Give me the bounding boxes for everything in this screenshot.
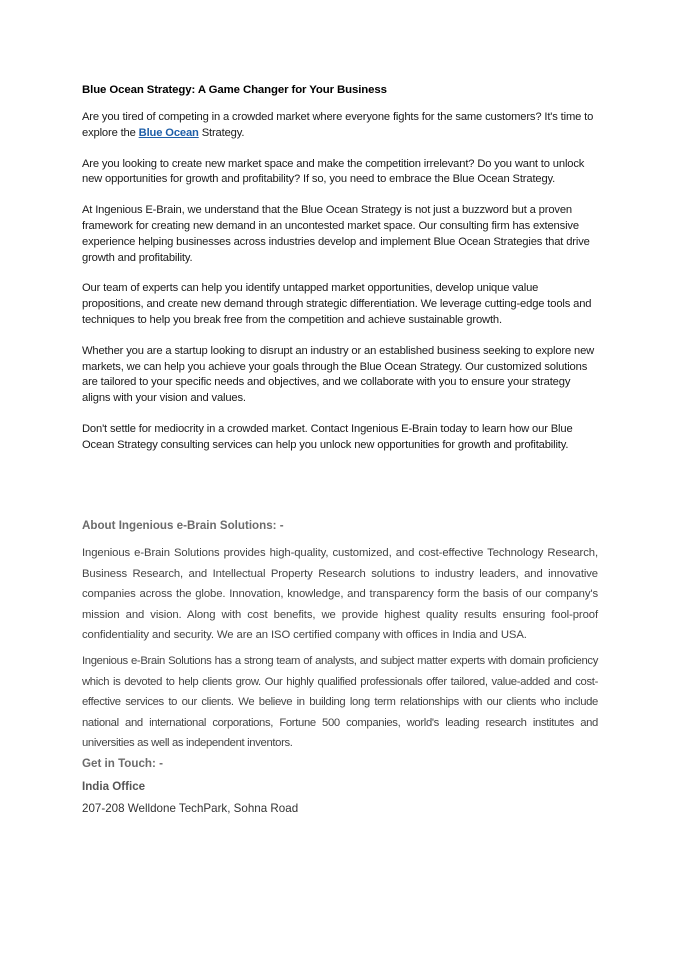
contact-heading: Get in Touch: -: [82, 756, 163, 770]
about-paragraph: Ingenious e-Brain Solutions provides high-quality, customized, and cost-effective Technology Research, Business Research, and Intellectual Property Research solutions to industry leaders, and innovative companies across the globe. Innovation, knowledge, and transparency form the basis of our company's mission and vision. Along with cost benefits, we provide highest quality results ensuring fool-proof confidentiality and security. We are an ISO certified company with offices in India and USA.: [82, 547, 598, 642]
body-paragraph: Whether you are a startup looking to disrupt an industry or an established business seeking to explore new markets, we can help you achieve your goals through the Blue Ocean Strategy. Our customized solutions are tailored to your specific needs and objectives, and we collaborate with you to ensure your strategy aligns with your vision and values.: [82, 344, 595, 405]
office-address: 207-208 Welldone TechPark, Sohna Road: [82, 801, 299, 815]
body-paragraph: Are you looking to create new market space and make the competition irrelevant? Do you want to unlock new opportunities for growth and profitability? If so, you need to embrace the Blue Ocean Strategy.: [82, 157, 585, 186]
article-section: [82, 82, 598, 469]
blue-ocean-link[interactable]: Blue Ocean: [138, 126, 199, 139]
article-title: Blue Ocean Strategy: A Game Changer for Your Business: [82, 84, 387, 96]
about-heading: About Ingenious e-Brain Solutions: -: [82, 519, 284, 532]
about-section: [82, 517, 598, 819]
intro-text-end: Strategy.: [198, 126, 245, 139]
about-paragraph: Ingenious e-Brain Solutions has a strong team of analysts, and subject matter experts with domain proficiency which is devoted to help clients grow. Our highly qualified professionals offer tailored, value-added and cost-effective services to our clients. We believe in building long term relationships with our clients who include national and international corporations, Fortune 500 companies, world's leading research institutes and universities as well as independent inventors.: [82, 654, 598, 750]
body-paragraph: Our team of experts can help you identify untapped market opportunities, develop unique value propositions, and create new demand through strategic differentiation. We leverage cutting-edge tools and techniques to help you break free from the competition and achieve sustainable growth.: [82, 282, 592, 326]
intro-text-start: Are you tired of competing in a crowded market where everyone fights for the same customers? It's time to explore the: [82, 111, 594, 139]
office-label: India Office: [82, 779, 146, 793]
intro-paragraph: [82, 110, 598, 142]
body-paragraph: Don't settle for mediocrity in a crowded market. Contact Ingenious E-Brain today to learn how our Blue Ocean Strategy consulting services can help you unlock new opportunities for growth and profitability.: [82, 422, 573, 451]
body-paragraph: At Ingenious E-Brain, we understand that the Blue Ocean Strategy is not just a buzzword but a proven framework for creating new demand in an uncontested market space. Our consulting firm has extensive experience helping businesses across industries develop and implement Blue Ocean Strategies that drive growth and profitability.: [82, 204, 590, 264]
